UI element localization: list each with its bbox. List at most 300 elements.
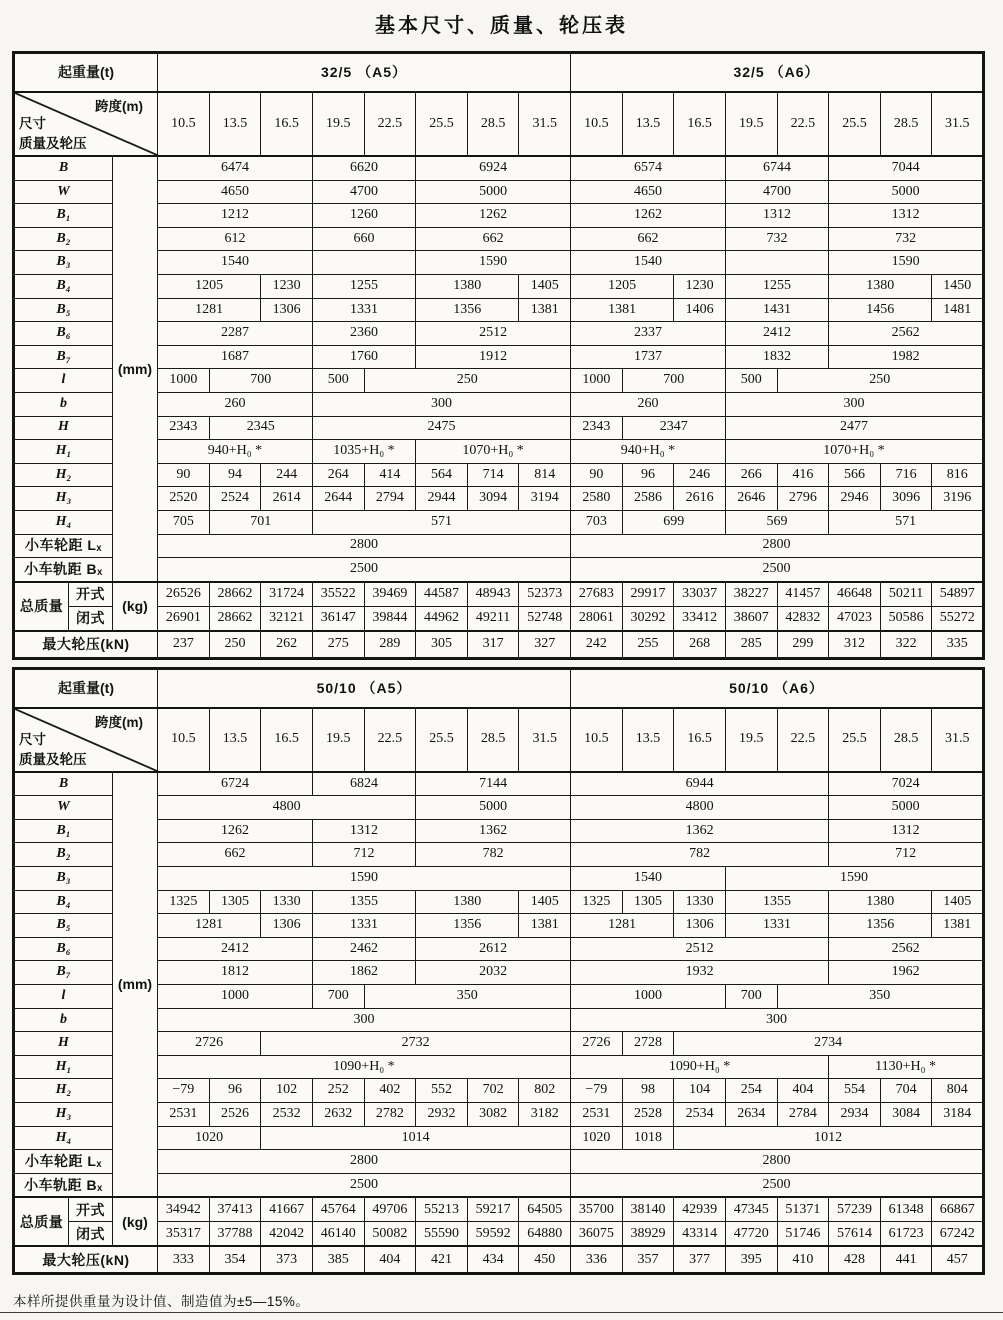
data-cell: 50211 [880, 582, 932, 607]
data-cell: 2726 [158, 1032, 261, 1056]
data-cell: 2734 [674, 1032, 984, 1056]
data-cell: 1000 [158, 369, 210, 393]
data-cell: 1205 [158, 274, 261, 298]
group-header: 50/10 （A6） [571, 668, 984, 708]
data-cell: 404 [777, 1079, 829, 1103]
data-cell: 57614 [829, 1222, 881, 1247]
data-cell: 450 [519, 1246, 571, 1274]
data-cell: 96 [209, 1079, 261, 1103]
span-value: 22.5 [777, 92, 829, 156]
data-cell: 5000 [829, 180, 984, 204]
data-cell: 704 [880, 1079, 932, 1103]
data-cell: 104 [674, 1079, 726, 1103]
data-cell: 4650 [571, 180, 726, 204]
mass-type-label: 闭式 [69, 1222, 113, 1247]
dimension-row [14, 961, 984, 985]
dimension-row [14, 251, 984, 275]
span-value: 10.5 [571, 92, 623, 156]
data-cell: 2932 [416, 1103, 468, 1127]
data-cell: 3196 [932, 487, 984, 511]
data-cell: 2532 [261, 1103, 313, 1127]
dimension-row [14, 204, 984, 228]
data-cell: 552 [416, 1079, 468, 1103]
data-cell: 2782 [364, 1103, 416, 1127]
data-cell: 2562 [829, 322, 984, 346]
data-cell: 1012 [674, 1126, 984, 1150]
span-value: 25.5 [416, 92, 468, 156]
data-cell: 242 [571, 631, 623, 659]
data-cell: 457 [932, 1246, 984, 1274]
data-cell: 333 [158, 1246, 210, 1274]
data-cell: 434 [467, 1246, 519, 1274]
data-cell: 2800 [158, 534, 571, 558]
data-cell: 802 [519, 1079, 571, 1103]
data-cell: 1590 [725, 867, 983, 891]
data-cell: 1020 [158, 1126, 261, 1150]
data-cell: 1205 [571, 274, 674, 298]
data-cell: 2475 [312, 416, 570, 440]
data-cell: 1331 [312, 914, 415, 938]
data-cell: 55272 [932, 606, 984, 631]
data-cell: 4800 [158, 796, 416, 820]
data-cell: 1312 [312, 819, 415, 843]
dimension-row [14, 1079, 984, 1103]
data-cell: 26526 [158, 582, 210, 607]
data-cell: 90 [158, 463, 210, 487]
span-value: 22.5 [364, 92, 416, 156]
wheel-row [14, 558, 984, 582]
data-cell: 782 [416, 843, 571, 867]
row-label: H [14, 416, 113, 440]
data-cell: 264 [312, 463, 364, 487]
row-label: 小车轮距 Lₓ [14, 1150, 113, 1174]
row-label: H₂ [14, 1079, 113, 1103]
dimension-row [14, 867, 984, 891]
data-cell: 385 [312, 1246, 364, 1274]
data-cell: 47023 [829, 606, 881, 631]
data-cell: 64505 [519, 1197, 571, 1222]
dimension-row [14, 1032, 984, 1056]
row-label: H₄ [14, 1126, 113, 1150]
data-cell: 2934 [829, 1103, 881, 1127]
tbody [14, 53, 984, 659]
data-cell: 940+H₀ * [158, 440, 313, 464]
row-label: B₅ [14, 298, 113, 322]
data-cell: 2944 [416, 487, 468, 511]
dimension-row [14, 1103, 984, 1127]
data-cell: 1540 [158, 251, 313, 275]
tables-container [0, 51, 1003, 1275]
data-cell: 1020 [571, 1126, 623, 1150]
data-cell: 2500 [158, 1173, 571, 1197]
data-cell: 2412 [725, 322, 828, 346]
data-cell: 1362 [571, 819, 829, 843]
data-cell: 2360 [312, 322, 415, 346]
data-cell: 1406 [674, 298, 726, 322]
dimension-row [14, 227, 984, 251]
data-cell: 500 [725, 369, 777, 393]
data-cell: 1356 [416, 914, 519, 938]
data-cell: 1230 [674, 274, 726, 298]
data-cell: 2612 [416, 937, 571, 961]
data-cell: 1540 [571, 867, 726, 891]
data-cell: 237 [158, 631, 210, 659]
data-cell: 30292 [622, 606, 674, 631]
data-cell: 732 [725, 227, 828, 251]
dimension-row [14, 322, 984, 346]
data-cell: 3182 [519, 1103, 571, 1127]
data-cell: 357 [622, 1246, 674, 1274]
data-cell: 1590 [158, 867, 571, 891]
span-value: 22.5 [777, 708, 829, 772]
data-cell: 1305 [622, 890, 674, 914]
data-cell: 350 [364, 985, 571, 1009]
data-cell: 317 [467, 631, 519, 659]
dimension-row [14, 1055, 984, 1079]
data-cell: 1014 [261, 1126, 571, 1150]
dimension-row [14, 369, 984, 393]
data-cell: 2032 [416, 961, 571, 985]
data-cell: 2586 [622, 487, 674, 511]
data-cell: 2343 [571, 416, 623, 440]
row-label: B₁ [14, 204, 113, 228]
data-cell: 2412 [158, 937, 313, 961]
data-cell: 268 [674, 631, 726, 659]
data-cell: 1590 [416, 251, 571, 275]
span-value: 10.5 [571, 708, 623, 772]
row-label: B₂ [14, 843, 113, 867]
page-title: 基本尺寸、质量、轮压表 [375, 15, 628, 37]
data-cell: 3184 [932, 1103, 984, 1127]
span-value: 19.5 [725, 708, 777, 772]
dimension-row [14, 937, 984, 961]
span-value: 13.5 [209, 708, 261, 772]
data-cell: 1262 [416, 204, 571, 228]
dimension-row [14, 274, 984, 298]
data-cell: 714 [467, 463, 519, 487]
data-cell: 3096 [880, 487, 932, 511]
span-value: 25.5 [416, 708, 468, 772]
total-mass-label: 总质量 [14, 582, 69, 631]
row-label: H [14, 1032, 113, 1056]
row-label: B [14, 772, 113, 796]
wheel-row [14, 1150, 984, 1174]
data-cell: 300 [725, 392, 983, 416]
row-label: B₅ [14, 914, 113, 938]
span-value: 13.5 [209, 92, 261, 156]
data-cell: 26901 [158, 606, 210, 631]
data-cell: 660 [312, 227, 415, 251]
bottom-rule [0, 1312, 1003, 1313]
data-cell: 35317 [158, 1222, 210, 1247]
mass-row [14, 1197, 984, 1222]
data-cell: 1812 [158, 961, 313, 985]
data-cell: 6724 [158, 772, 313, 796]
data-cell: 612 [158, 227, 313, 251]
data-cell: 1312 [725, 204, 828, 228]
data-cell: 2580 [571, 487, 623, 511]
data-cell: 1070+H₀ * [725, 440, 983, 464]
data-cell: 404 [364, 1246, 416, 1274]
span-value: 31.5 [932, 708, 984, 772]
pressure-row [14, 1246, 984, 1274]
data-cell: 6744 [725, 156, 828, 180]
data-cell: 373 [261, 1246, 313, 1274]
unit-kg: (kg) [113, 582, 158, 631]
data-cell: 441 [880, 1246, 932, 1274]
data-cell: 2800 [571, 534, 984, 558]
data-cell: 1540 [571, 251, 726, 275]
data-cell: 98 [622, 1079, 674, 1103]
data-cell: 1737 [571, 345, 726, 369]
data-cell: 2531 [158, 1103, 210, 1127]
data-cell: 2347 [622, 416, 725, 440]
data-cell: 90 [571, 463, 623, 487]
data-cell: 1331 [312, 298, 415, 322]
dimension-row [14, 156, 984, 180]
dimension-row [14, 463, 984, 487]
data-cell: 250 [364, 369, 571, 393]
group-header: 32/5 （A6） [571, 53, 984, 93]
data-cell: 1281 [571, 914, 674, 938]
span-value: 19.5 [312, 708, 364, 772]
dimension-row [14, 819, 984, 843]
data-cell: 4650 [158, 180, 313, 204]
data-cell: 1832 [725, 345, 828, 369]
data-cell: 2732 [261, 1032, 571, 1056]
data-cell: 312 [829, 631, 881, 659]
data-cell: 37413 [209, 1197, 261, 1222]
mass-row [14, 582, 984, 607]
data-cell: 3194 [519, 487, 571, 511]
row-label: W [14, 180, 113, 204]
data-cell: 51371 [777, 1197, 829, 1222]
data-cell: 1000 [571, 985, 726, 1009]
data-cell: 44962 [416, 606, 468, 631]
dimension-row [14, 345, 984, 369]
corner-mass-label: 质量及轮压 [19, 135, 87, 151]
data-cell: 662 [416, 227, 571, 251]
data-cell: 49706 [364, 1197, 416, 1222]
mass-row [14, 1222, 984, 1247]
data-cell: 1380 [416, 890, 519, 914]
dimension-row [14, 843, 984, 867]
span-value: 10.5 [158, 708, 210, 772]
data-cell: 67242 [932, 1222, 984, 1247]
span-value: 28.5 [467, 708, 519, 772]
data-cell: 36147 [312, 606, 364, 631]
wheel-row [14, 1173, 984, 1197]
data-cell [312, 251, 415, 275]
data-cell: 54897 [932, 582, 984, 607]
data-cell: 1018 [622, 1126, 674, 1150]
row-label: B₆ [14, 937, 113, 961]
data-cell: 566 [829, 463, 881, 487]
row-label: B₂ [14, 227, 113, 251]
data-cell: 2287 [158, 322, 313, 346]
data-cell: 1325 [571, 890, 623, 914]
data-cell: 38140 [622, 1197, 674, 1222]
dimension-row [14, 985, 984, 1009]
data-cell: 41457 [777, 582, 829, 607]
data-cell: 1262 [571, 204, 726, 228]
data-cell: 1380 [416, 274, 519, 298]
data-cell: 52748 [519, 606, 571, 631]
data-cell: 2534 [674, 1103, 726, 1127]
data-cell: 716 [880, 463, 932, 487]
data-cell: 2477 [725, 416, 983, 440]
data-cell: 1000 [158, 985, 313, 1009]
data-cell: 2500 [571, 1173, 984, 1197]
dimension-row [14, 1126, 984, 1150]
row-label: l [14, 985, 113, 1009]
data-cell: 1090+H₀ * [571, 1055, 829, 1079]
data-cell: 2646 [725, 487, 777, 511]
dimension-row [14, 392, 984, 416]
data-cell: 1362 [416, 819, 571, 843]
data-cell: 1305 [209, 890, 261, 914]
data-cell: 1312 [829, 204, 984, 228]
corner-mass-label: 质量及轮压 [19, 751, 87, 767]
data-cell: 782 [571, 843, 829, 867]
data-cell: 1255 [312, 274, 415, 298]
total-mass-label: 总质量 [14, 1197, 69, 1246]
page [0, 9, 1003, 1320]
data-cell: 1405 [519, 890, 571, 914]
data-cell: 700 [622, 369, 725, 393]
span-value: 28.5 [467, 92, 519, 156]
data-cell: 1381 [932, 914, 984, 938]
data-cell: 52373 [519, 582, 571, 607]
mass-type-label: 闭式 [69, 606, 113, 631]
unit-mm: (mm) [113, 772, 158, 1198]
data-cell: 705 [158, 510, 210, 534]
data-cell: 49211 [467, 606, 519, 631]
data-cell: 702 [467, 1079, 519, 1103]
pressure-label: 最大轮压(kN) [14, 631, 158, 659]
span-header-row [14, 708, 984, 772]
data-cell: 34942 [158, 1197, 210, 1222]
data-cell: 1262 [158, 819, 313, 843]
data-cell: 2500 [158, 558, 571, 582]
data-cell: 1380 [829, 890, 932, 914]
data-cell: 1306 [261, 298, 313, 322]
data-cell: 42939 [674, 1197, 726, 1222]
row-label: l [14, 369, 113, 393]
dimension-row [14, 890, 984, 914]
data-cell: 35522 [312, 582, 364, 607]
data-cell: 2796 [777, 487, 829, 511]
data-cell: 1281 [158, 914, 261, 938]
data-cell: 1306 [674, 914, 726, 938]
data-cell: 1862 [312, 961, 415, 985]
dimension-row [14, 510, 984, 534]
data-cell: 5000 [416, 180, 571, 204]
data-cell: 47720 [725, 1222, 777, 1247]
data-cell: 703 [571, 510, 623, 534]
row-label: B₇ [14, 345, 113, 369]
data-cell: 39844 [364, 606, 416, 631]
data-cell: 255 [622, 631, 674, 659]
data-cell: 2784 [777, 1103, 829, 1127]
group-header: 50/10 （A5） [158, 668, 571, 708]
data-cell: 816 [932, 463, 984, 487]
row-label: B₃ [14, 867, 113, 891]
span-value: 22.5 [364, 708, 416, 772]
mass-type-label: 开式 [69, 582, 113, 607]
data-cell: 38227 [725, 582, 777, 607]
data-cell: 1330 [674, 890, 726, 914]
data-cell: 46648 [829, 582, 881, 607]
data-cell: 1912 [416, 345, 571, 369]
data-cell: 1381 [571, 298, 674, 322]
row-label: B₃ [14, 251, 113, 275]
data-cell: 57239 [829, 1197, 881, 1222]
data-cell: 1760 [312, 345, 415, 369]
data-cell: 1330 [261, 890, 313, 914]
data-cell: 571 [312, 510, 570, 534]
row-label: H₂ [14, 463, 113, 487]
data-cell: 7044 [829, 156, 984, 180]
data-cell: 1281 [158, 298, 261, 322]
data-cell: 51746 [777, 1222, 829, 1247]
span-value: 31.5 [519, 708, 571, 772]
data-cell: 41667 [261, 1197, 313, 1222]
data-cell: 285 [725, 631, 777, 659]
data-cell: 1070+H₀ * [416, 440, 571, 464]
row-label: H₃ [14, 487, 113, 511]
data-cell: 700 [209, 369, 312, 393]
data-cell: 50082 [364, 1222, 416, 1247]
data-cell: 2528 [622, 1103, 674, 1127]
corner-span-label: 跨度(m) [95, 714, 143, 730]
data-cell: 428 [829, 1246, 881, 1274]
span-value: 16.5 [261, 92, 313, 156]
data-cell: 569 [725, 510, 828, 534]
data-cell: 42832 [777, 606, 829, 631]
span-header-row [14, 92, 984, 156]
data-cell: 38929 [622, 1222, 674, 1247]
data-cell: 27683 [571, 582, 623, 607]
data-cell: 6824 [312, 772, 415, 796]
data-cell: 327 [519, 631, 571, 659]
row-label: H₄ [14, 510, 113, 534]
data-cell: 39469 [364, 582, 416, 607]
data-cell: 804 [932, 1079, 984, 1103]
row-label: H₁ [14, 1055, 113, 1079]
data-cell: 1331 [725, 914, 828, 938]
span-value: 13.5 [622, 708, 674, 772]
data-cell: 700 [312, 985, 364, 1009]
data-cell: 7144 [416, 772, 571, 796]
row-label: B₁ [14, 819, 113, 843]
data-cell: 1035+H₀ * [312, 440, 415, 464]
data-cell: 2526 [209, 1103, 261, 1127]
span-value: 16.5 [674, 92, 726, 156]
data-cell: 571 [829, 510, 984, 534]
data-cell: 6924 [416, 156, 571, 180]
data-cell: 1381 [519, 914, 571, 938]
data-cell: 48943 [467, 582, 519, 607]
span-value: 31.5 [932, 92, 984, 156]
data-cell: 395 [725, 1246, 777, 1274]
capacity-label: 起重量(t) [14, 53, 158, 93]
data-cell: 250 [209, 631, 261, 659]
data-cell: 6620 [312, 156, 415, 180]
data-cell: 1212 [158, 204, 313, 228]
data-cell: 59217 [467, 1197, 519, 1222]
dimension-row [14, 1008, 984, 1032]
